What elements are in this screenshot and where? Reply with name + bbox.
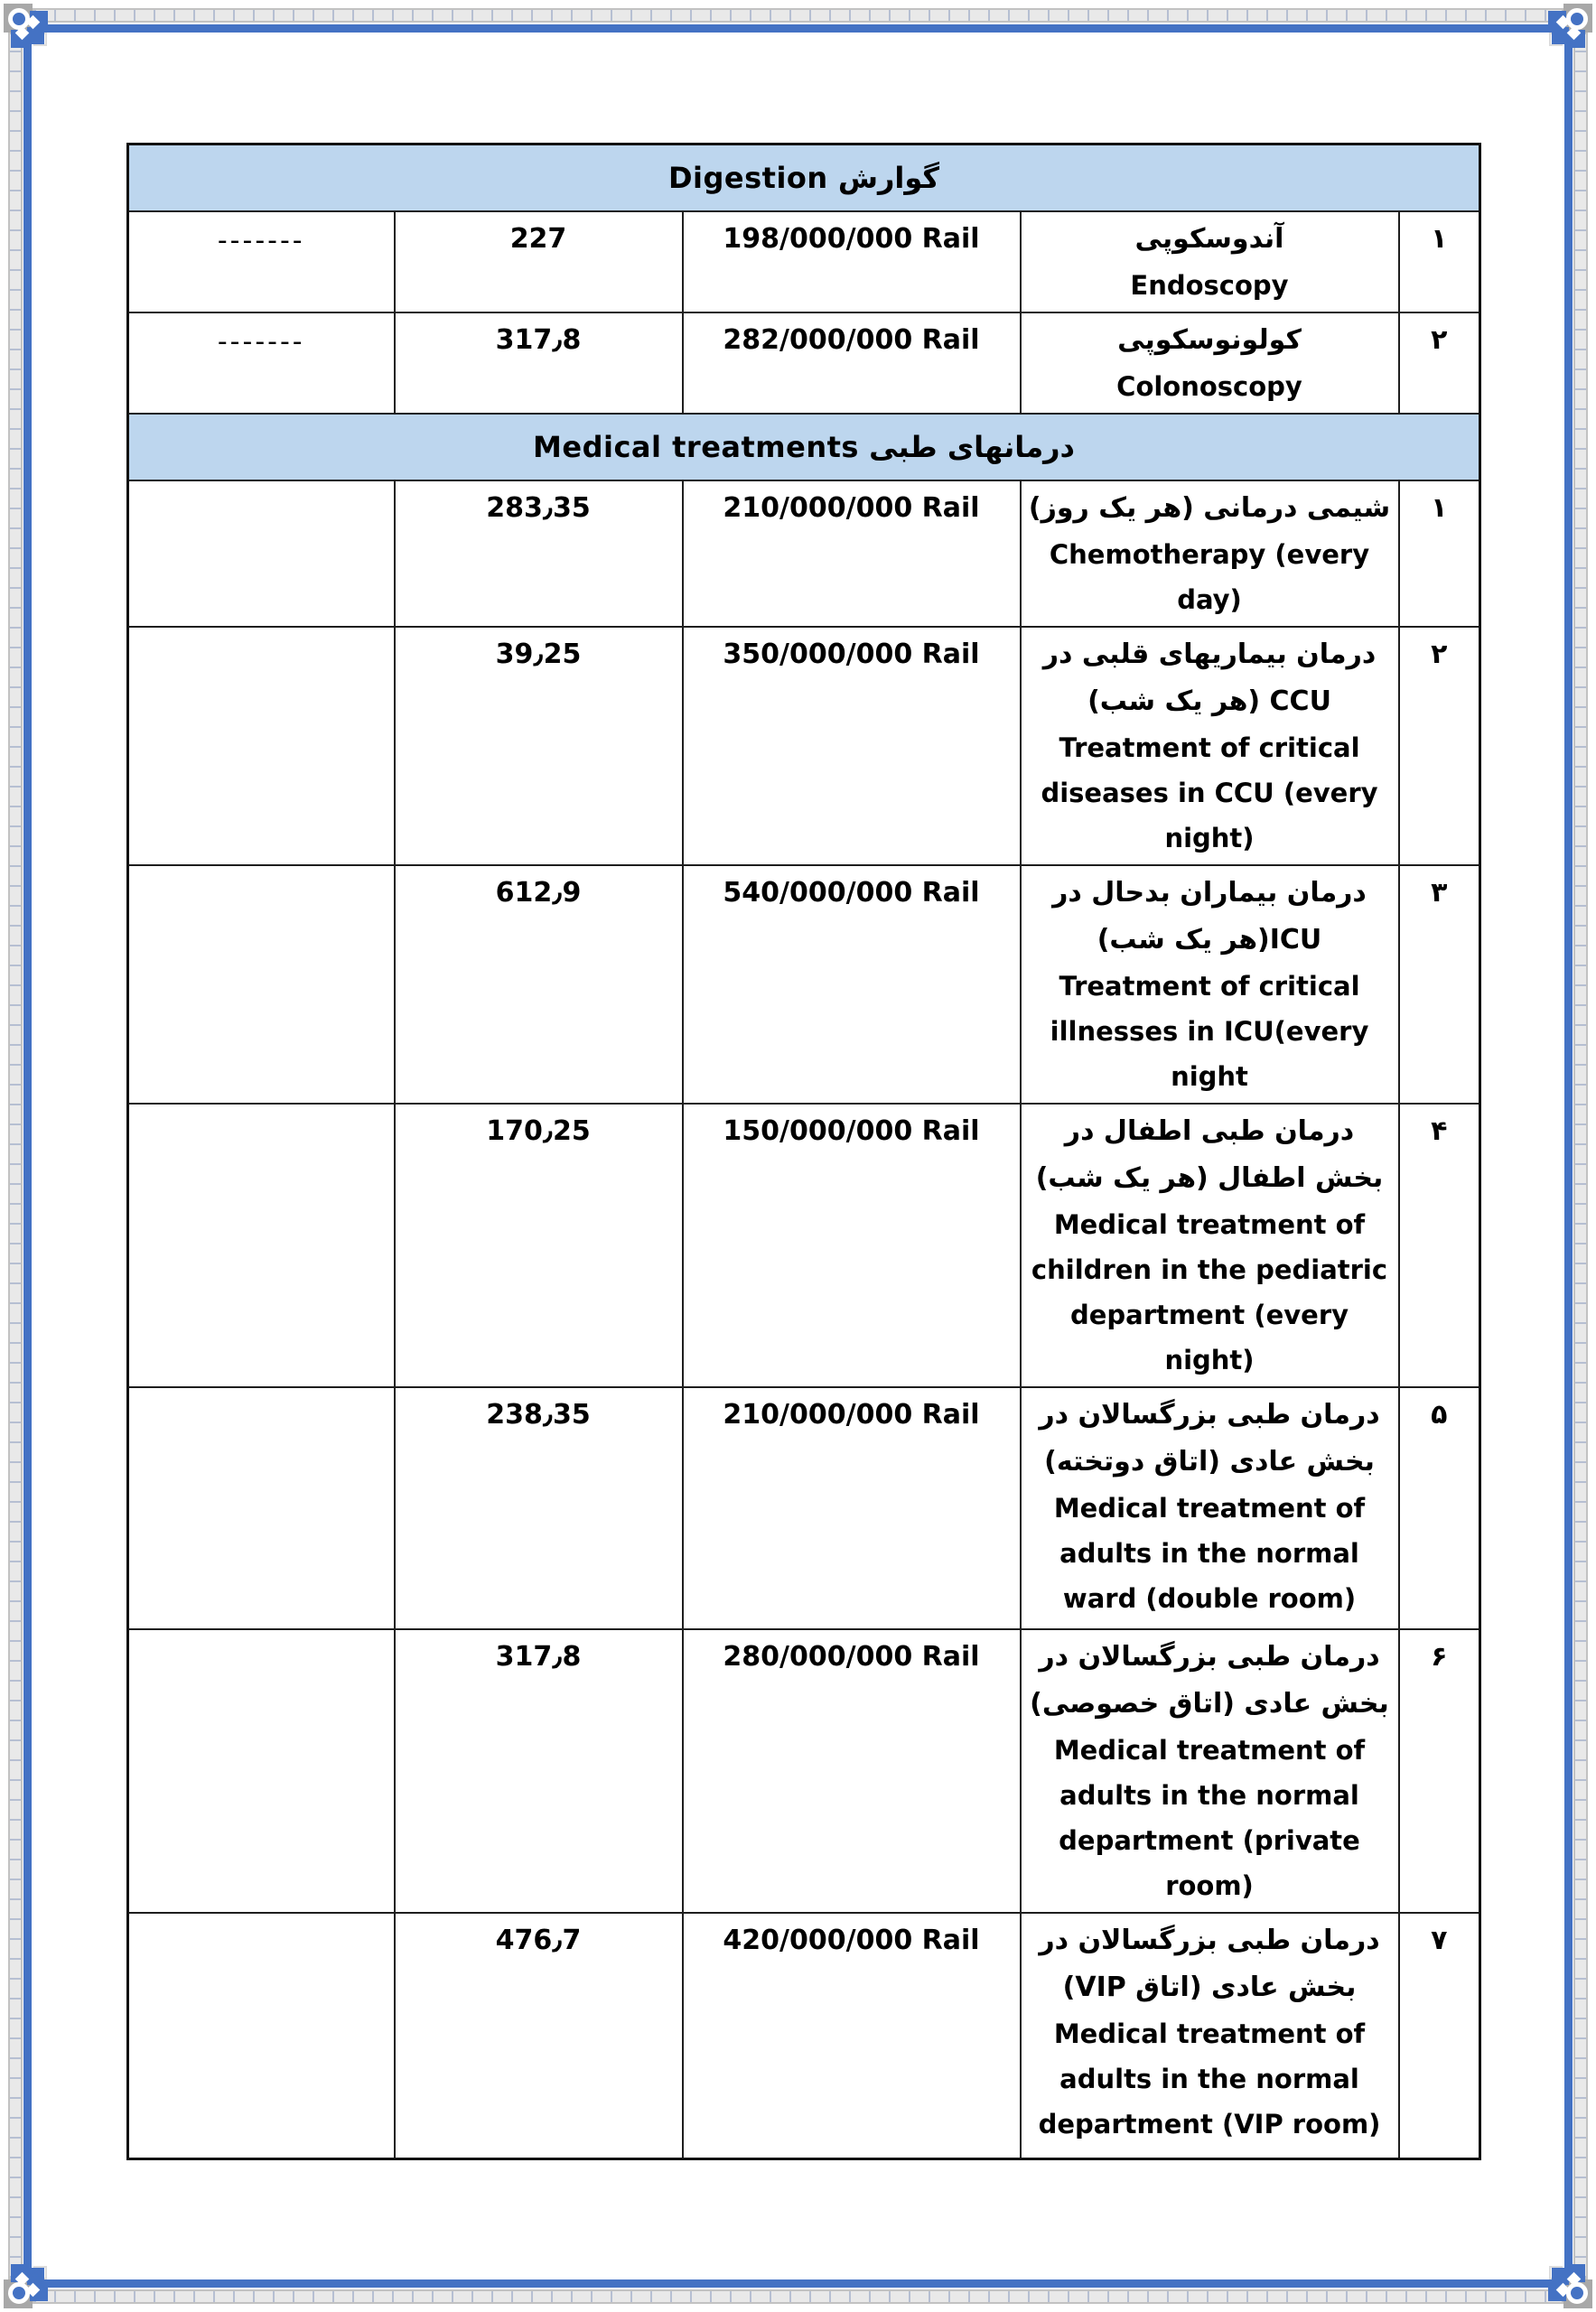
corner-step-square	[1552, 2268, 1569, 2285]
price-cell: 540/000/000 Rail	[683, 865, 1021, 1104]
page-border-track-top	[33, 8, 1563, 23]
description-english: Medical treatment of adults in the normal department (VIP room)	[1038, 2018, 1381, 2140]
row-number-cell: ۷	[1399, 1913, 1480, 2158]
price-cell: 198/000/000 Rail	[683, 211, 1021, 312]
description-cell	[1021, 480, 1399, 627]
note-cell	[128, 1104, 395, 1387]
note-cell	[128, 865, 395, 1104]
page-border-corner-bottom-right	[1542, 2258, 1596, 2312]
note-cell: -------	[128, 312, 395, 414]
row-number-cell: ۶	[1399, 1629, 1480, 1913]
description-english: Medical treatment of adults in the normal ward (double room)	[1053, 1493, 1366, 1614]
note-cell	[128, 627, 395, 865]
tariff-value-cell: 283٫35	[395, 480, 683, 627]
tariff-value-cell: 170٫25	[395, 1104, 683, 1387]
price-cell: 210/000/000 Rail	[683, 480, 1021, 627]
description-persian: درمان طبی اطفال در بخش اطفال (هر یک شب)	[1035, 1115, 1384, 1194]
table-row	[128, 312, 1480, 414]
section-header-title: گوارش Digestion	[128, 144, 1480, 212]
corner-circle-icon	[8, 2282, 30, 2304]
page-border-line-right	[1564, 36, 1573, 2276]
row-number-cell: ۲	[1399, 627, 1480, 865]
description-cell	[1021, 865, 1399, 1104]
description-cell	[1021, 312, 1399, 414]
description-cell	[1021, 1104, 1399, 1387]
corner-step-square	[27, 2268, 44, 2285]
tariff-table	[126, 143, 1481, 2160]
note-cell	[128, 1913, 395, 2158]
page-border-line-left	[23, 36, 32, 2276]
page-border-corner-bottom-left	[0, 2258, 54, 2312]
table-row	[128, 480, 1480, 627]
description-cell	[1021, 627, 1399, 865]
page-border-line-top	[36, 24, 1560, 33]
price-cell: 280/000/000 Rail	[683, 1629, 1021, 1913]
page-border-corner-top-left	[0, 0, 54, 54]
price-cell: 282/000/000 Rail	[683, 312, 1021, 414]
description-english: Treatment of critical diseases in CCU (every night)	[1041, 732, 1378, 853]
description-english: Chemotherapy (every day)	[1049, 539, 1370, 615]
description-persian: درمان طبی بزرگسالان در بخش عادی (اتاق VIP)	[1039, 1925, 1380, 2003]
table-row	[128, 627, 1480, 865]
description-cell	[1021, 1913, 1399, 2158]
table-row	[128, 1913, 1480, 2158]
table-row	[128, 1629, 1480, 1913]
description-persian: درمان طبی بزرگسالان در بخش عادی (اتاق خصوصی)	[1030, 1641, 1389, 1720]
page-border-track-left	[8, 33, 23, 2279]
description-cell	[1021, 1387, 1399, 1629]
tariff-value-cell: 612٫9	[395, 865, 683, 1104]
tariff-value-cell: 227	[395, 211, 683, 312]
tariff-value-cell: 238٫35	[395, 1387, 683, 1629]
corner-step-square	[27, 27, 44, 44]
tariff-value-cell: 317٫8	[395, 1629, 683, 1913]
price-cell: 210/000/000 Rail	[683, 1387, 1021, 1629]
row-number-cell: ۲	[1399, 312, 1480, 414]
section-header-row	[128, 144, 1480, 212]
table-row	[128, 211, 1480, 312]
row-number-cell: ۱	[1399, 480, 1480, 627]
description-persian: درمان بیماران بدحال در ICU(هر یک شب)	[1052, 877, 1367, 956]
page-border-track-bottom	[33, 2289, 1563, 2304]
description-persian: شیمی درمانی (هر یک روز)	[1028, 492, 1391, 524]
price-cell: 350/000/000 Rail	[683, 627, 1021, 865]
page-border-track-right	[1573, 33, 1588, 2279]
description-cell	[1021, 211, 1399, 312]
description-persian: درمان بیماریهای قلبی در CCU (هر یک شب)	[1042, 639, 1377, 717]
section-header-row	[128, 414, 1480, 480]
tariff-value-cell: 317٫8	[395, 312, 683, 414]
description-persian: آندوسکوپی	[1134, 223, 1284, 255]
price-cell: 420/000/000 Rail	[683, 1913, 1021, 2158]
description-english: Colonoscopy	[1116, 371, 1302, 402]
description-cell	[1021, 1629, 1399, 1913]
tariff-value-cell: 39٫25	[395, 627, 683, 865]
description-english: Medical treatment of children in the pediatric department (every night)	[1031, 1209, 1388, 1375]
description-english: Endoscopy	[1130, 270, 1289, 301]
page-border-line-bottom	[36, 2279, 1560, 2288]
note-cell	[128, 1629, 395, 1913]
price-cell: 150/000/000 Rail	[683, 1104, 1021, 1387]
row-number-cell: ۴	[1399, 1104, 1480, 1387]
row-number-cell: ۵	[1399, 1387, 1480, 1629]
table-row	[128, 1387, 1480, 1629]
tariff-value-cell: 476٫7	[395, 1913, 683, 2158]
table-row	[128, 1104, 1480, 1387]
corner-step-square	[1552, 27, 1569, 44]
row-number-cell: ۳	[1399, 865, 1480, 1104]
description-english: Medical treatment of adults in the normal department (private room)	[1053, 1735, 1366, 1901]
row-number-cell: ۱	[1399, 211, 1480, 312]
note-cell	[128, 480, 395, 627]
table-row	[128, 865, 1480, 1104]
note-cell	[128, 1387, 395, 1629]
corner-circle-icon	[1566, 2282, 1588, 2304]
description-persian: کولونوسکوپی	[1117, 324, 1302, 356]
note-cell: -------	[128, 211, 395, 312]
description-persian: درمان طبی بزرگسالان در بخش عادی (اتاق دوتخته)	[1039, 1399, 1380, 1478]
section-header-title: درمانهای طبی Medical treatments	[128, 414, 1480, 480]
page-border-corner-top-right	[1542, 0, 1596, 54]
description-english: Treatment of critical illnesses in ICU(every night	[1050, 971, 1369, 1092]
corner-circle-icon	[1566, 8, 1588, 30]
